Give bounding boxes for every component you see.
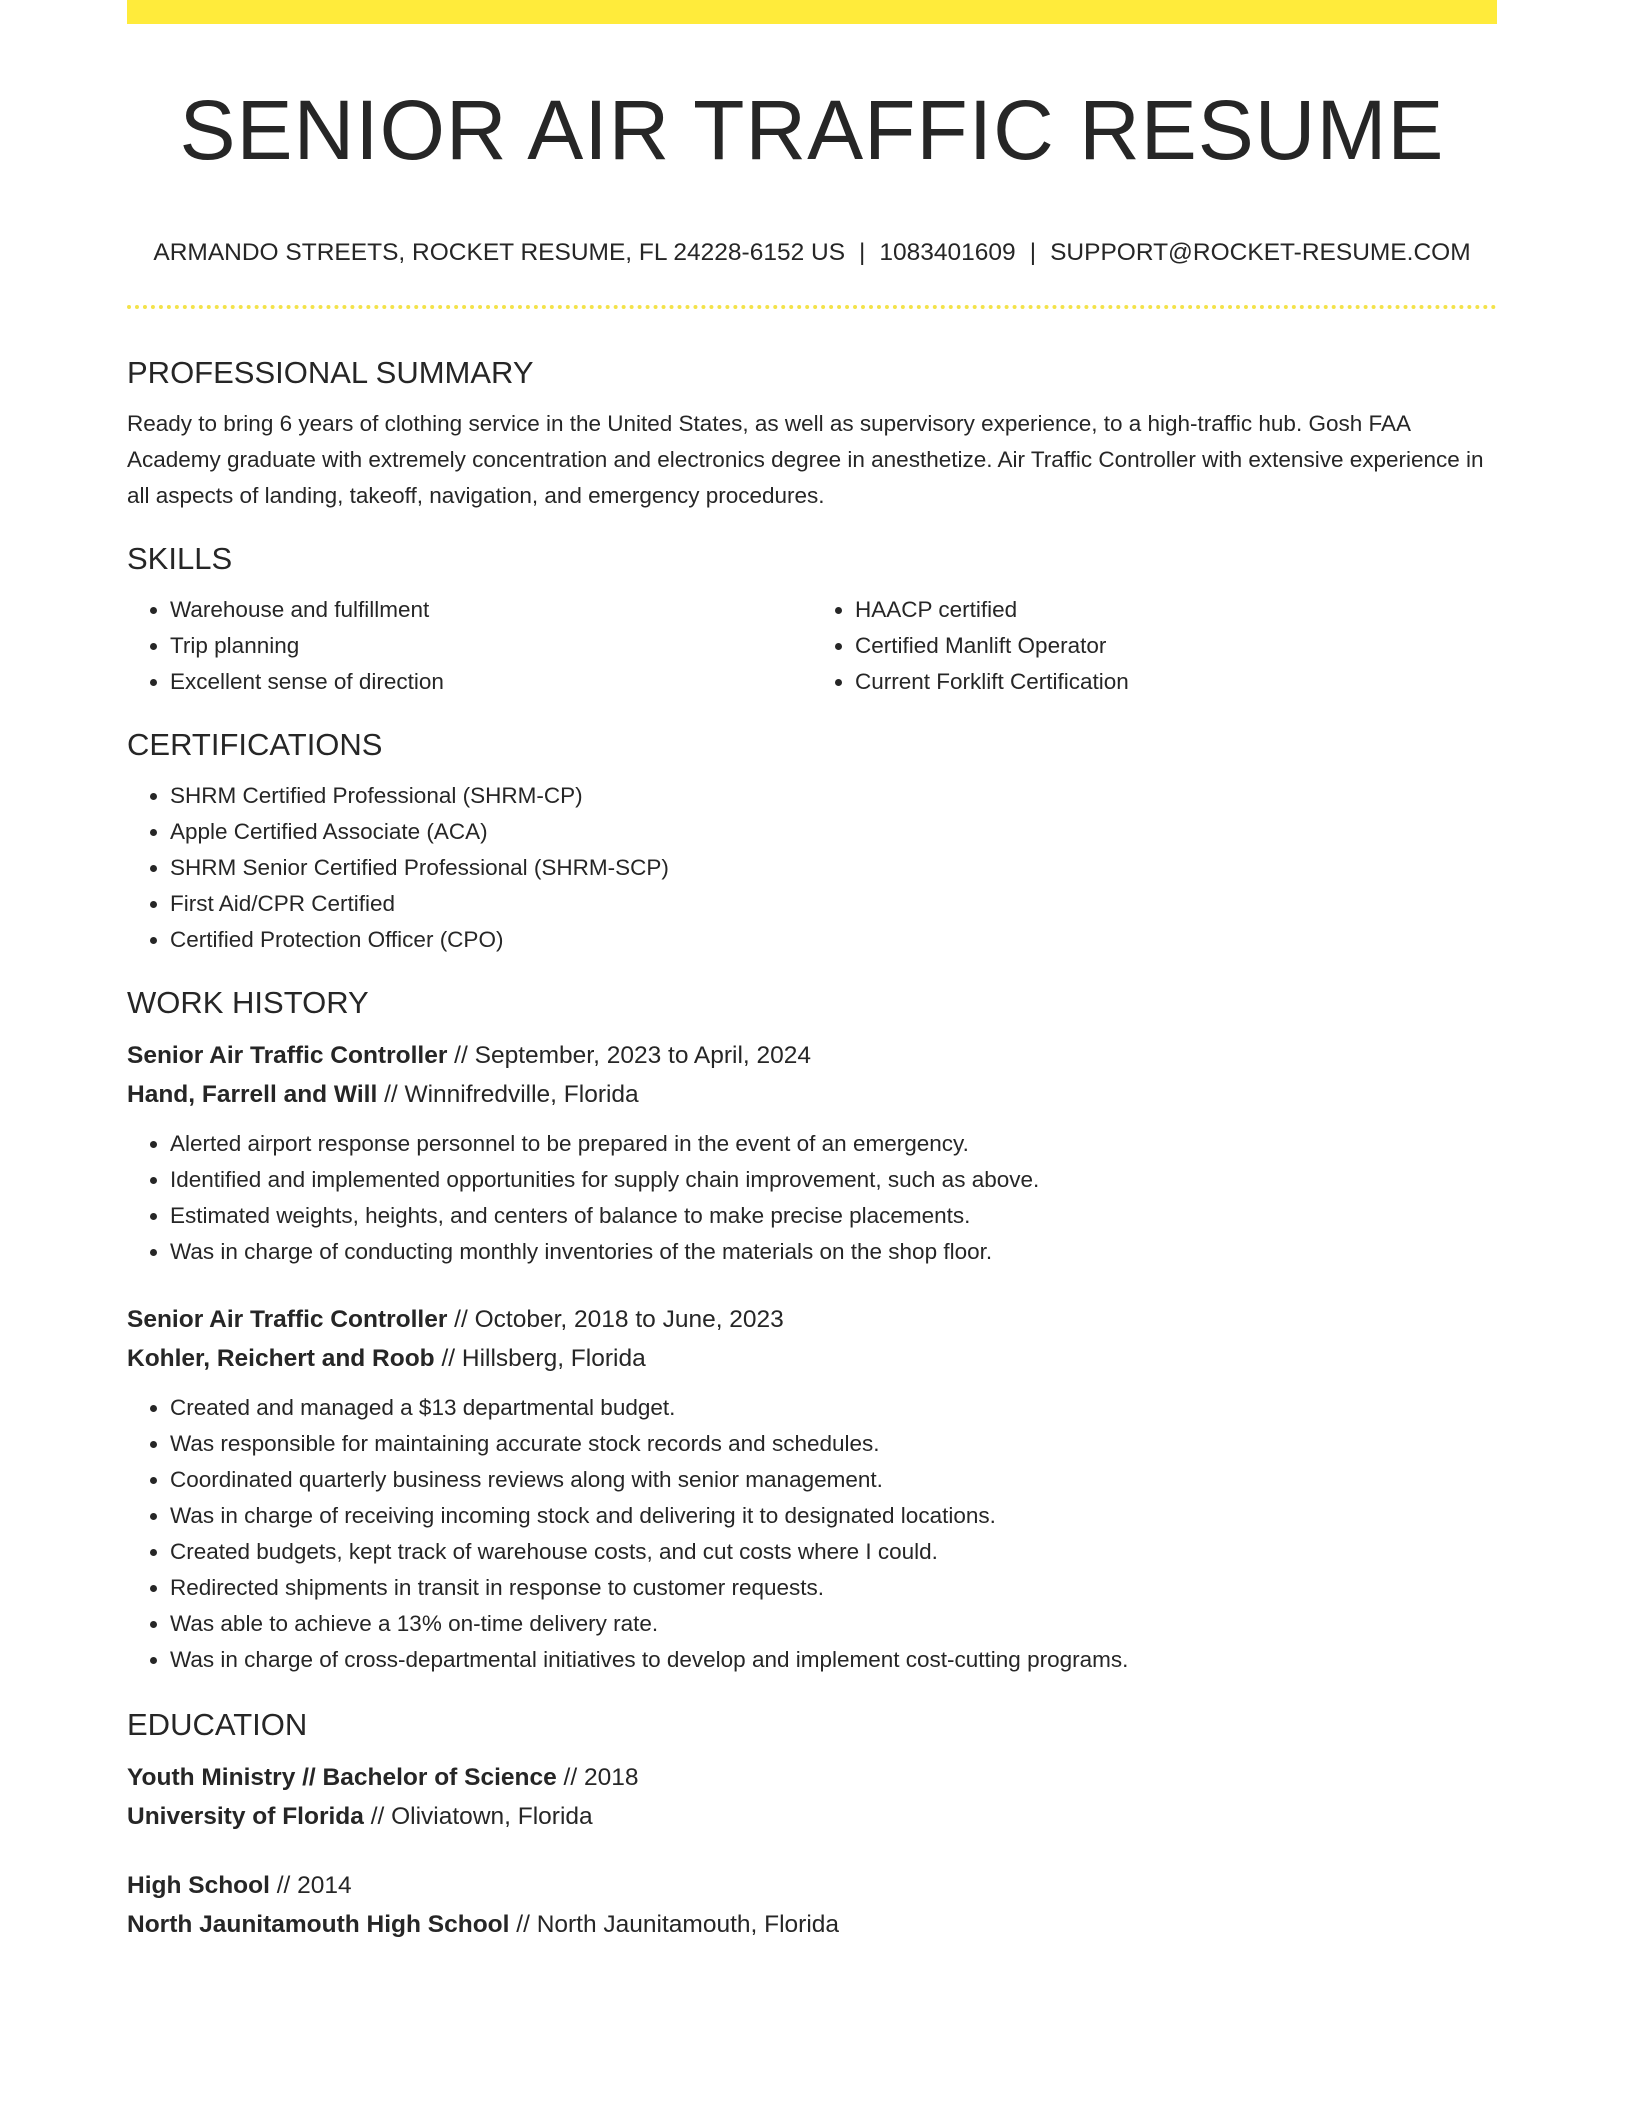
job-dates: // September, 2023 to April, 2024 bbox=[447, 1042, 812, 1069]
work-history-heading: WORK HISTORY bbox=[127, 985, 369, 1020]
skills-right-column bbox=[812, 592, 1497, 700]
list-item: • Was in charge of cross-departmental initiatives to develop and implement cost-cutting programs. bbox=[170, 1642, 1497, 1678]
list-item: • Certified Manlift Operator bbox=[855, 628, 1497, 664]
list-item: • Apple Certified Associate (ACA) bbox=[170, 814, 1497, 850]
list-item: • SHRM Certified Professional (SHRM-CP) bbox=[170, 778, 1497, 814]
job-entry bbox=[127, 1036, 1497, 1270]
school-line bbox=[127, 1797, 1497, 1836]
list-item: • Created and managed a $13 departmental budget. bbox=[170, 1390, 1497, 1426]
graduation-year: // 2014 bbox=[269, 1872, 352, 1899]
school-name: North Jaunitamouth High School bbox=[127, 1911, 510, 1938]
job-entry bbox=[127, 1300, 1497, 1678]
job-company: Hand, Farrell and Will bbox=[127, 1081, 378, 1108]
list-item: • Warehouse and fulfillment bbox=[170, 592, 812, 628]
contact-line bbox=[127, 235, 1497, 271]
job-dates: // October, 2018 to June, 2023 bbox=[447, 1306, 784, 1333]
job-location: // Hillsberg, Florida bbox=[434, 1345, 646, 1372]
list-item: • Was responsible for maintaining accurate stock records and schedules. bbox=[170, 1426, 1497, 1462]
school-name: University of Florida bbox=[127, 1803, 364, 1830]
page-title: SENIOR AIR TRAFFIC RESUME bbox=[179, 83, 1445, 177]
address: ARMANDO STREETS, ROCKET RESUME, FL 24228-6152 US bbox=[153, 239, 846, 266]
list-item: • Excellent sense of direction bbox=[170, 664, 812, 700]
list-item: • Alerted airport response personnel to be prepared in the event of an emergency. bbox=[170, 1126, 1497, 1162]
school-line bbox=[127, 1905, 1497, 1944]
list-item: • Was in charge of receiving incoming stock and delivering it to designated locations. bbox=[170, 1498, 1497, 1534]
job-company-line bbox=[127, 1339, 1497, 1378]
education-heading: EDUCATION bbox=[127, 1707, 308, 1742]
school-location: // Oliviatown, Florida bbox=[363, 1803, 593, 1830]
education-entry bbox=[127, 1758, 1497, 1836]
degree-line bbox=[127, 1758, 1497, 1797]
list-item: • Coordinated quarterly business reviews along with senior management. bbox=[170, 1462, 1497, 1498]
degree: High School bbox=[127, 1872, 270, 1899]
dotted-divider bbox=[127, 305, 1497, 309]
job-bullets bbox=[127, 1126, 1497, 1270]
list-item: • Was in charge of conducting monthly inventories of the materials on the shop floor. bbox=[170, 1234, 1497, 1270]
job-title-line bbox=[127, 1300, 1497, 1339]
job-location: // Winnifredville, Florida bbox=[377, 1081, 639, 1108]
phone: 1083401609 bbox=[879, 239, 1016, 266]
certifications-list bbox=[127, 778, 1497, 958]
job-company: Kohler, Reichert and Roob bbox=[127, 1345, 435, 1372]
job-bullets bbox=[127, 1390, 1497, 1678]
list-item: • SHRM Senior Certified Professional (SHRM-SCP) bbox=[170, 850, 1497, 886]
school-location: // North Jaunitamouth, Florida bbox=[509, 1911, 840, 1938]
resume-content bbox=[127, 340, 1497, 1944]
list-item: • Estimated weights, heights, and centers of balance to make precise placements. bbox=[170, 1198, 1497, 1234]
job-company-line bbox=[127, 1075, 1497, 1114]
list-item: • Identified and implemented opportunities for supply chain improvement, such as above. bbox=[170, 1162, 1497, 1198]
top-accent-bar bbox=[127, 0, 1497, 24]
separator: | bbox=[1029, 239, 1037, 266]
list-item: • Created budgets, kept track of warehouse costs, and cut costs where I could. bbox=[170, 1534, 1497, 1570]
job-title-line bbox=[127, 1036, 1497, 1075]
email-link[interactable]: SUPPORT@ROCKET-RESUME.COM bbox=[1050, 239, 1471, 266]
degree-line bbox=[127, 1866, 1497, 1905]
skills-left-column bbox=[127, 592, 812, 700]
list-item: • Was able to achieve a 13% on-time delivery rate. bbox=[170, 1606, 1497, 1642]
list-item: • Redirected shipments in transit in response to customer requests. bbox=[170, 1570, 1497, 1606]
list-item: • Current Forklift Certification bbox=[855, 664, 1497, 700]
job-title: Senior Air Traffic Controller bbox=[127, 1306, 448, 1333]
certifications-heading: CERTIFICATIONS bbox=[127, 727, 383, 762]
degree: Youth Ministry // Bachelor of Science bbox=[127, 1764, 557, 1791]
graduation-year: // 2018 bbox=[556, 1764, 639, 1791]
job-title: Senior Air Traffic Controller bbox=[127, 1042, 448, 1069]
list-item: • Certified Protection Officer (CPO) bbox=[170, 922, 1497, 958]
list-item: • First Aid/CPR Certified bbox=[170, 886, 1497, 922]
skills-list bbox=[127, 592, 1497, 700]
education-entry bbox=[127, 1866, 1497, 1944]
list-item: • HAACP certified bbox=[855, 592, 1497, 628]
summary-text: Ready to bring 6 years of clothing service in the United States, as well as supervisory experience, to a high-traffic hub. Gosh FAA Academy graduate with extremely concentration and electronics degree in anesthetize. Air Traffic Controller with extensive experience in all aspects of landing, takeoff, navigation, and emergency procedures. bbox=[127, 411, 1484, 508]
summary-heading: PROFESSIONAL SUMMARY bbox=[127, 355, 534, 390]
skills-heading: SKILLS bbox=[127, 541, 233, 576]
separator: | bbox=[859, 239, 866, 266]
list-item: • Trip planning bbox=[170, 628, 812, 664]
